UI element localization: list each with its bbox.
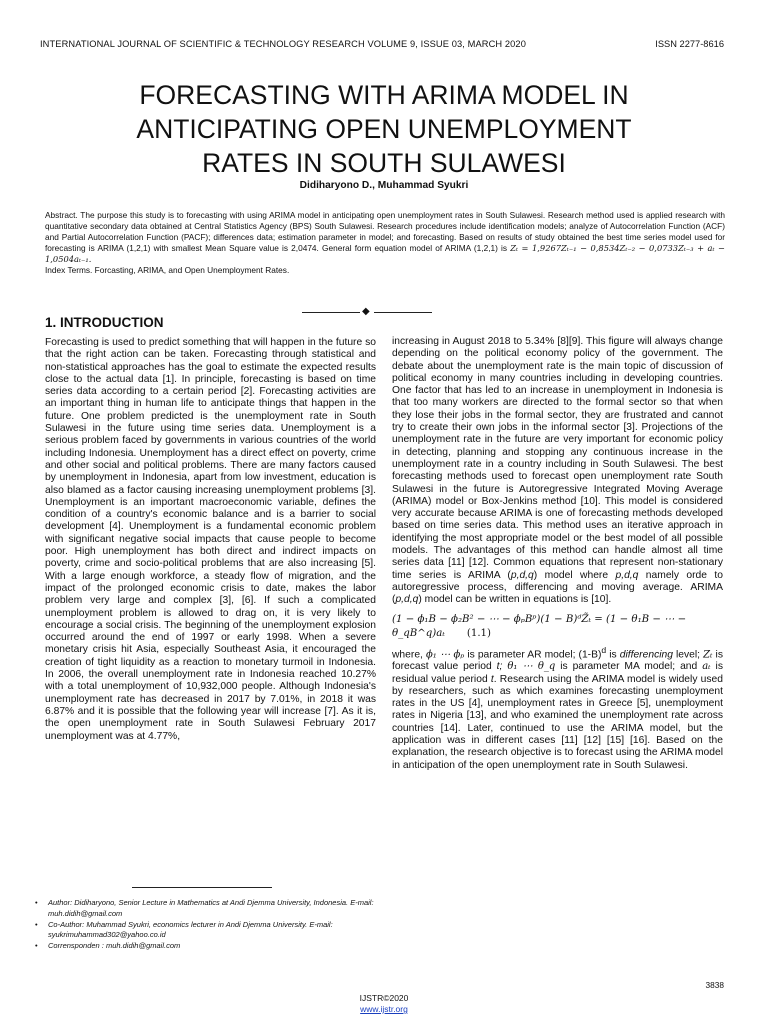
diamond-icon: ◆ bbox=[362, 306, 370, 317]
left-column bbox=[45, 337, 376, 743]
footnotes bbox=[33, 898, 378, 952]
abstract bbox=[45, 210, 725, 277]
pdq-symbol: p,d,q bbox=[615, 569, 639, 581]
divider-line bbox=[302, 312, 360, 313]
footnote-rule bbox=[132, 887, 272, 888]
text-run: where, bbox=[392, 648, 426, 660]
math-symbol: Zₜ bbox=[703, 648, 713, 660]
divider-line bbox=[374, 312, 432, 313]
text-run: is parameter AR model; (1-B) bbox=[464, 648, 602, 660]
introduction-paragraph-continued bbox=[392, 336, 723, 607]
footnote-item: • Corrensponden : muh.didih@gmail.com bbox=[33, 941, 378, 952]
text-run: ) model where bbox=[533, 569, 616, 581]
footnote-item: • Co-Author: Muhammad Syukri, economics lecturer in Andi Djemma University. E-mail: syukrimuhammad302@yahoo.co.id bbox=[33, 920, 378, 942]
page-number: 3838 bbox=[705, 980, 724, 990]
equation-line: θ_qB^q)aₜ bbox=[392, 627, 445, 639]
text-run: is bbox=[606, 648, 620, 660]
publisher-label: IJSTR©2020 bbox=[359, 993, 409, 1003]
title-line: FORECASTING WITH ARIMA MODEL IN bbox=[139, 80, 629, 110]
text-run: is parameter MA model; and bbox=[555, 661, 703, 673]
page-footer bbox=[0, 993, 768, 1015]
pdq-symbol: p,d,q bbox=[510, 569, 534, 581]
equation-number: (1.1) bbox=[466, 627, 492, 639]
abstract-body bbox=[45, 210, 725, 265]
text-run: is forecast value period bbox=[392, 648, 723, 673]
pdq-symbol: p,d,q bbox=[395, 594, 419, 606]
title-line: RATES IN SOUTH SULAWESI bbox=[202, 148, 566, 178]
text-run: namely orde to autoregressive process, differencing and moving average. ARIMA ( bbox=[392, 569, 723, 606]
text-run: . Research using the ARIMA model is widely used by researchers, such as which examines forecasting unemployment rates in the US [4], unemployment rates in Greece [5], unemployment rates in Nigeria [13], and who examined the unemployment rate across countries [14]. Later, continued to use the ARIMA model, but the application was in different cases [11] [12] [15] [16]. Based on the explanation, the research objective is to forecast using the ARIMA model in anticipation of the open unemployment rate in South Sulawesi. bbox=[392, 673, 723, 771]
equation-line: (1 − ϕ₁B − ϕ₂B² − ⋯ − ϕₚBᵖ)(1 − B)ᵈZ̃ₜ = (1 − θ₁B − ⋯ − bbox=[392, 613, 687, 625]
math-symbol: ϕ₁ ⋯ ϕₚ bbox=[425, 648, 465, 660]
right-column bbox=[392, 336, 723, 772]
paper-title bbox=[40, 78, 728, 180]
title-line: ANTICIPATING OPEN UNEMPLOYMENT bbox=[136, 114, 632, 144]
math-symbol: t bbox=[490, 673, 494, 685]
journal-header: INTERNATIONAL JOURNAL OF SCIENTIFIC & TECHNOLOGY RESEARCH VOLUME 9, ISSUE 03, MARCH 2020 bbox=[40, 39, 526, 49]
math-symbol: t; bbox=[496, 661, 503, 673]
italic-term: differencing bbox=[619, 648, 673, 660]
text-run: ) model can be written in equations is [10]. bbox=[418, 594, 612, 606]
footnote-item: • Author: Didiharyono, Senior Lecture in Mathematics at Andi Djemma University, Indonesia. E-mail: muh.didih@gmail.com bbox=[33, 898, 378, 920]
math-symbol: aₜ bbox=[702, 661, 711, 673]
text-run: is residual value period bbox=[392, 661, 723, 685]
abstract-text: Abstract. The purpose this study is to forecasting with using ARIMA model in anticipating open unemployment rates in South Sulawesi. Research method used is applied research with quantitative secondary data obtained at Central Statistics Agency (BPS) South Sulawesi. Research procedures include identification models; analyze of Autocorrelation Function (ACF) and Partial Autocorrelation Function (PACF); differences data; estimation parameter in model; and forecasting. Based on results of study obtained the best time series model used for forecasting is ARIMA (1,2,1) with smallest Mean Square value is 2,0474. General form equation model of ARIMA (1,2,1) is bbox=[45, 210, 725, 254]
abstract-equation: Zₜ = 1,9267Zₜ₋₁ − 0,8534Zₜ₋₂ − 0,0733Zₜ₋₃ + aₜ − 1,0504aₜ₋₁. bbox=[45, 243, 725, 265]
author-list: Didiharyono D., Muhammad Syukri bbox=[299, 180, 469, 191]
equation-explanation bbox=[392, 644, 723, 772]
arima-equation bbox=[392, 613, 723, 641]
text-run: level; bbox=[672, 648, 704, 660]
text-run: increasing in August 2018 to 5.34% [8][9]. This figure will always change depending on the political economy policy of the government. The debate about the unemployment rate is the main topic of discussion of political economy in many countries including in developing countries. One factor that has led to an increase in unemployment in Indonesia is that too many workers are directed to the formal sector so that when they lose their jobs in the formal sector, they are frustrated and cannot try to create their own jobs in the informal sector [3]. Projections of the unemployment rate in the future are very important for economic policy in detecting, planning and stopping any continuous increase in the unemployment rate in a country including in South Sulawesi. The best forecasting methods used to forecast open unemployment rate South Sulawesi in the future is Autoregressive Integrated Moving Average (ARIMA) model or Box-Jenkins method [10]. This model is considered very accurate because ARIMA is one of forecasting methods developed based on time series data. This method uses an iterative approach in identifying the most appropriate model or the best model of all possible models. The advantages of this method can handle almost all time series data [11] [12]. Common equations that represent non-stationary time series is ARIMA ( bbox=[392, 336, 723, 581]
issn-label: ISSN 2277-8616 bbox=[655, 39, 724, 49]
introduction-paragraph: Forecasting is used to predict something that will happen in the future so that the right action can be taken. Forecasting through statistical and non-statistical approaches has the goal to estimate the expected results close to the actual data [1]. In principle, forecasting is based on time series data according to a certain period [2]. Forecasting activities are an important thing in human life to anticipate things that happen in the future. One problem predicted is the unemployment rate in South Sulawesi in the future using time series data. Unemployment is a serious problem faced by governments in various countries of the world including Indonesia. Unemployment has a direct effect on poverty, crime and other social and political problems. There are many factors caused by unemployment in Indonesia, apart from low investment, education is also blamed as a factor causing increasing unemployment problems [3]. Unemployment is an important macroeconomic variable, defines the condition of a country's economic balance and is a barrier to social development [4]. Unemployment is a fundamental economic problem with significant negative social impacts that cause people to become poor. High unemployment has both direct and indirect impacts on poverty, crime and socio-political problems that are also increasing [5]. With a large enough workforce, a steady flow of migration, and the impact of the prolonged economic crisis to date, makes the labor problem very large and complex [3], [6]. If such a complicated unemployment problem is allowed to drag on, it is very likely to encourage a social crisis. The beginning of the unemployment explosion occurred around the end of 1997 or early 1998. When a severe monetary crisis hit Asia, especially Southeast Asia, it encouraged the creation of tight liquidity as a reaction to monetary turmoil in Indonesia. In 2006, the overall unemployment rate in Indonesia reached 10.27% with a total unemployment of 10,932,000 people. Although Indonesia's unemployment rate has decreased in 2017 by 7.01%, in 2018 it was 6.87% and it is possible that the following year will increase [7]. As it is, the open unemployment rate in South Sulawesi February 2017 unemployment was at 4.77%, bbox=[45, 337, 376, 742]
index-terms: Index Terms. Forcasting, ARIMA, and Open Unemployment Rates. bbox=[45, 265, 290, 276]
journal-url-link[interactable]: www.ijstr.org bbox=[360, 1004, 408, 1014]
math-symbol: θ₁ ⋯ θ_q bbox=[507, 661, 556, 673]
math-symbol: d bbox=[601, 644, 607, 655]
section-heading: 1. INTRODUCTION bbox=[45, 315, 164, 330]
